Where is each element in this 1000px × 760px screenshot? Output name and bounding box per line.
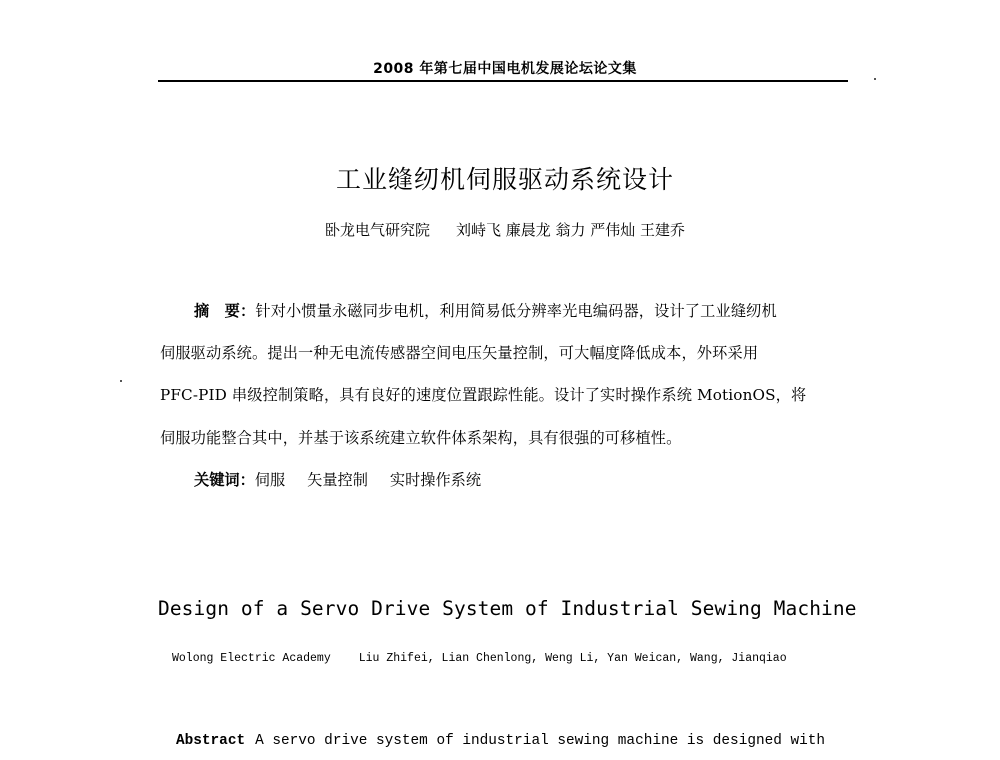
scan-speck [874, 78, 876, 80]
scan-speck [120, 380, 122, 382]
english-authors: Liu Zhifei, Lian Chenlong, Weng Li, Yan Weican, Wang, Jianqiao [358, 652, 787, 665]
chinese-keywords-label: 关键词： [194, 471, 255, 489]
keyword: 伺服 [254, 471, 286, 489]
chinese-abstract-line-3: PFC-PID 串级控制策略，具有良好的速度位置跟踪性能。设计了实时操作系统 MotionOS，将 [160, 386, 807, 404]
english-abstract-first-line: Abstract A servo drive system of industrial sewing machine is designed with [176, 733, 826, 749]
english-author-line [172, 652, 787, 665]
keyword: 实时操作系统 [389, 471, 481, 489]
english-title: Design of a Servo Drive System of Industrial Sewing Machine [158, 597, 857, 620]
header-rule [158, 80, 848, 82]
chinese-institution: 卧龙电气研究院 [324, 221, 430, 239]
chinese-title: 工业缝纫机伺服驱动系统设计 [335, 165, 674, 194]
english-abstract-label: Abstract [176, 733, 246, 749]
running-header: 2008 年第七届中国电机发展论坛论文集 [373, 61, 637, 77]
chinese-authors: 刘峙飞 廉晨龙 翁力 严伟灿 王建乔 [455, 221, 686, 239]
chinese-abstract-line-2: 伺服驱动系统。提出一种无电流传感器空间电压矢量控制，可大幅度降低成本，外环采用 [160, 344, 759, 362]
english-institution: Wolong Electric Academy [172, 652, 331, 665]
chinese-abstract-label: 摘 要： [194, 302, 256, 320]
chinese-keywords [194, 469, 481, 490]
chinese-abstract-line-4: 伺服功能整合其中，并基于该系统建立软件体系架构，具有很强的可移植性。 [160, 429, 682, 447]
keyword: 矢量控制 [307, 471, 368, 489]
chinese-abstract-line-1: 摘 要：针对小惯量永磁同步电机，利用简易低分辨率光电编码器，设计了工业缝纫机 [194, 302, 777, 320]
chinese-author-line [160, 219, 850, 240]
